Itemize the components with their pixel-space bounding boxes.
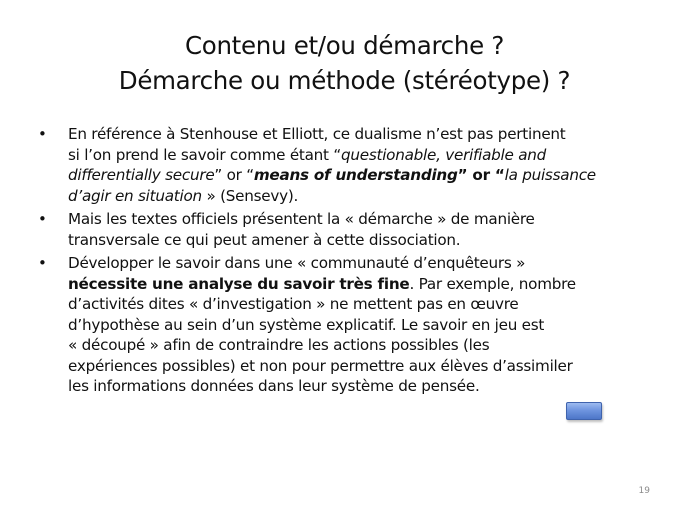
italic-quote: la puissance xyxy=(504,166,596,184)
text-run: . Par exemple, nombre xyxy=(409,274,576,293)
bullet-1-line-3 xyxy=(68,165,653,186)
text-run: En référence à Stenhouse et Elliott, ce dualisme n’est pas pertinent xyxy=(68,125,566,143)
bullet-dot-icon: • xyxy=(38,125,47,143)
bullet-3-line-1: Développer le savoir dans une « communauté d’enquêteurs » xyxy=(68,254,526,272)
text-run: » (Sensevy). xyxy=(201,186,299,205)
bullet-2-line-2: transversale ce qui peut amener à cette dissociation. xyxy=(68,230,461,249)
bullet-1-line-2 xyxy=(68,145,653,166)
bullet-3-line-2 xyxy=(68,274,653,295)
slide-title xyxy=(20,28,669,98)
bullet-1-line-4 xyxy=(68,186,653,207)
title-line-2: Démarche ou méthode (stéréotype) ? xyxy=(118,66,571,95)
title-line-1: Contenu et/ou démarche ? xyxy=(184,31,505,60)
bullet-dot-icon: • xyxy=(38,254,47,272)
bullet-3-line-6: expériences possibles) et non pour permettre aux élèves d’assimiler xyxy=(68,356,573,375)
bullet-item-3 xyxy=(38,253,653,397)
bullet-dot-icon: • xyxy=(38,210,47,228)
italic-quote: d’agir en situation xyxy=(68,186,202,205)
bullet-3-line-5: « découpé » afin de contraindre les actions possibles (les xyxy=(68,336,490,354)
bold-text-run: ” or “ xyxy=(457,166,505,184)
bullet-2-line-1: Mais les textes officiels présentent la « démarche » de manière xyxy=(68,210,535,228)
bold-text-run: nécessite une analyse du savoir très fine xyxy=(68,274,410,293)
italic-quote: questionable, verifiable and xyxy=(340,145,547,164)
bullet-3-line-3: d’activités dites « d’investigation » ne mettent pas en œuvre xyxy=(68,295,519,313)
bullet-3-line-7: les informations données dans leur système de pensée. xyxy=(68,377,480,395)
action-button[interactable] xyxy=(566,402,602,420)
text-run: ” or “ xyxy=(214,166,254,184)
bullet-item-1 xyxy=(38,124,653,206)
bullet-list xyxy=(38,124,653,400)
bold-italic-quote: means of understanding xyxy=(253,166,458,184)
bullet-3-line-4: d’hypothèse au sein d’un système explicatif. Le savoir en jeu est xyxy=(68,315,545,334)
text-run: si l’on prend le savoir comme étant “ xyxy=(68,145,341,164)
page-number: 19 xyxy=(638,486,650,496)
italic-quote: differentially secure xyxy=(68,166,215,184)
bullet-1-line-1 xyxy=(68,124,653,145)
bullet-item-2 xyxy=(38,209,653,250)
